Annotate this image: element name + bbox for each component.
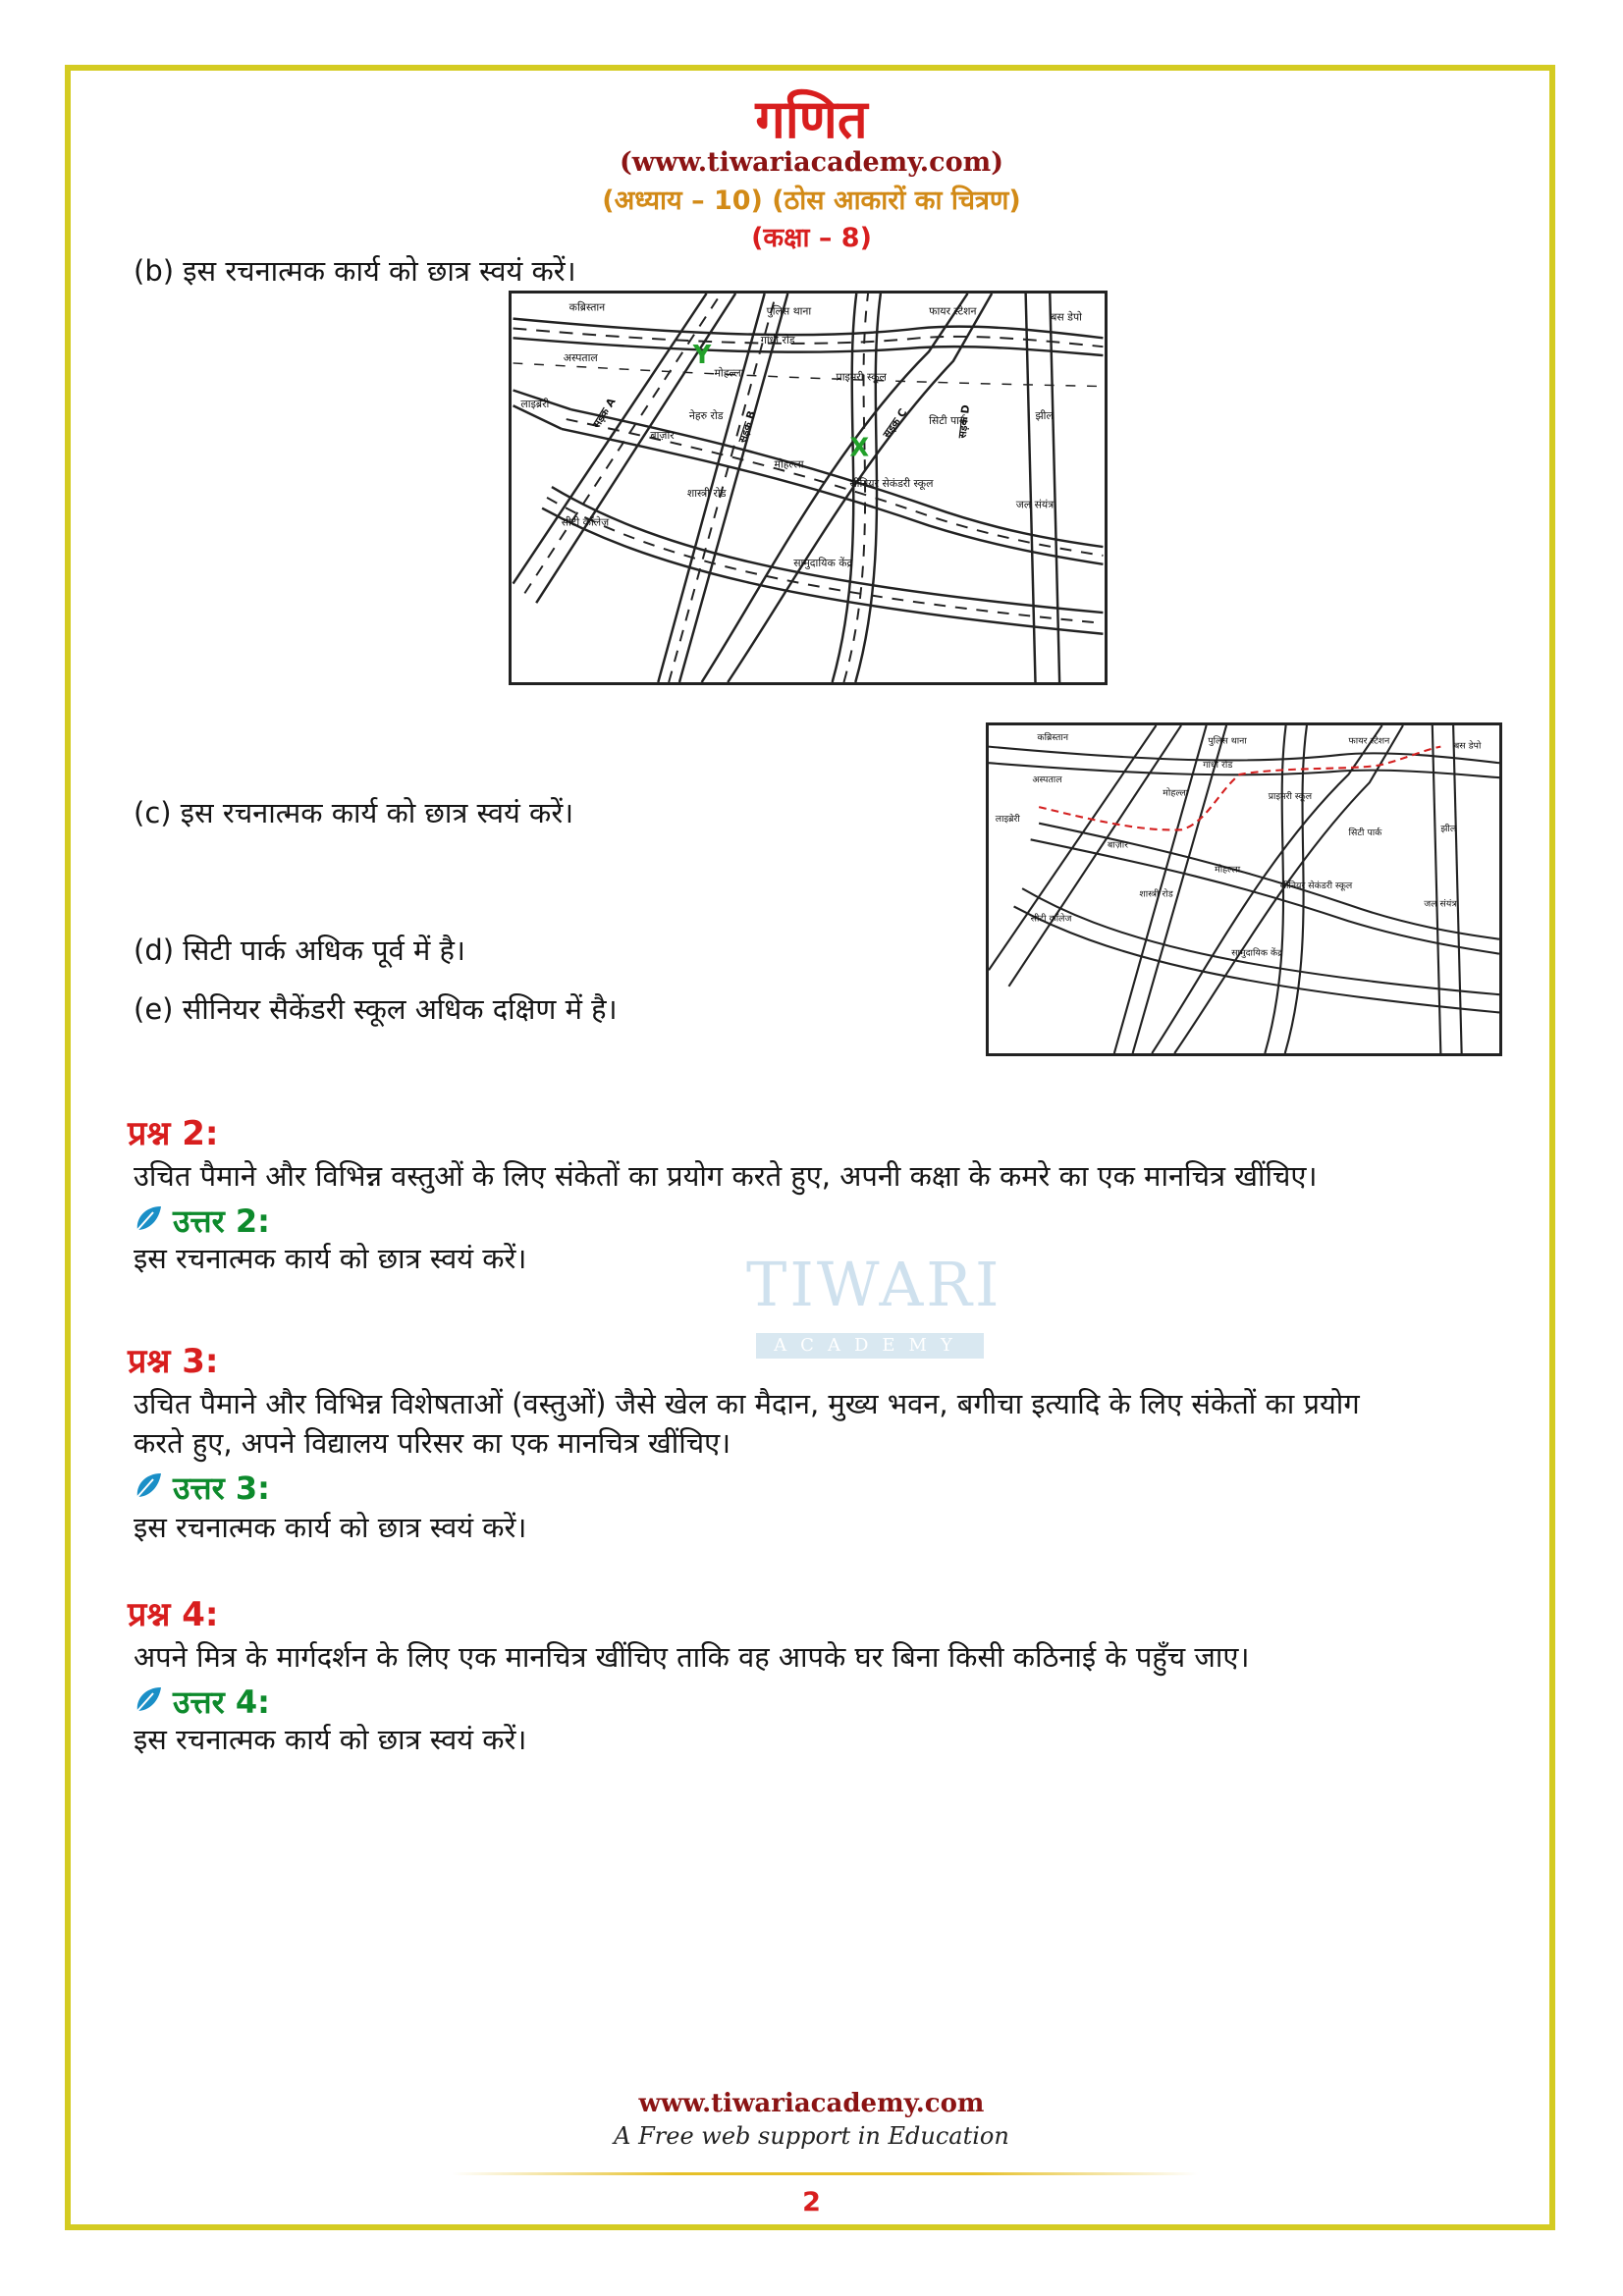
map1-label-mohalla: मोहल्ला: [714, 366, 744, 380]
map2-label-hospital: अस्पताल: [1032, 774, 1062, 786]
answer-b: (b) इस रचनात्मक कार्य को छात्र स्वयं करें।: [134, 254, 576, 288]
map1-label-water: जल संयंत्र: [1015, 498, 1055, 511]
watermark-sub: ACADEMY: [756, 1333, 984, 1359]
map2-label-mohalla2: मोहल्ला: [1215, 864, 1241, 876]
map2-label-shastri: शास्त्री रोड: [1139, 888, 1173, 900]
answer-4-text: इस रचनात्मक कार्य को छात्र स्वयं करें।: [134, 1723, 527, 1756]
map-1: [509, 291, 1108, 685]
answer-3-heading: उत्तर 3:: [173, 1469, 270, 1507]
map1-label-senior: सीनियर सेकंडरी स्कूल: [849, 477, 934, 491]
map-1-drawing: [512, 294, 1105, 682]
question-2-text: उचित पैमाने और विभिन्न वस्तुओं के लिए संकेतों का प्रयोग करते हुए, अपनी कक्षा के कमरे का एक मानचित्र खींचिए।: [134, 1159, 1318, 1193]
answer-2-heading: उत्तर 2:: [173, 1202, 270, 1240]
map1-label-community: सामुदायिक केंद्र: [793, 556, 853, 569]
map2-label-kabristan: कब्रिस्तान: [1037, 732, 1069, 743]
question-4-heading: प्रश्न 4:: [128, 1595, 219, 1634]
leaf-icon: [134, 1202, 163, 1240]
map1-label-road-b: सड़क B: [735, 408, 759, 445]
map1-label-bazaar: बाज़ार: [650, 428, 675, 442]
map1-label-hospital: अस्पताल: [563, 350, 598, 364]
footer-tagline: A Free web support in Education: [614, 2122, 1009, 2150]
map2-label-community: सामुदायिक केंद्र: [1231, 947, 1283, 959]
question-3-text-line2: करते हुए, अपने विद्यालय परिसर का एक मानचित्र खींचिए।: [134, 1426, 731, 1460]
map2-label-library: लाइब्रेरी: [995, 814, 1020, 826]
map1-label-road-c: सड़क C: [880, 405, 910, 441]
question-4-text: अपने मित्र के मार्गदर्शन के लिए एक मानचित्र खींचिए ताकि वह आपके घर बिना किसी कठिनाई के पहुँच जाए।: [134, 1640, 1250, 1674]
map2-label-primary: प्राइमरी स्कूल: [1268, 790, 1313, 802]
answer-2-text: इस रचनात्मक कार्य को छात्र स्वयं करें।: [134, 1242, 527, 1275]
watermark-brand: TIWARI: [746, 1249, 1002, 1320]
map1-label-gandhi: गांधी रोड: [760, 334, 795, 347]
footer-website[interactable]: www.tiwariacademy.com: [638, 2089, 985, 2118]
map1-label-shastri: शास्त्री रोड: [686, 486, 727, 500]
map1-label-library: लाइब्रेरी: [520, 398, 550, 411]
leaf-icon: [134, 1469, 163, 1507]
marker-y: Y: [692, 340, 712, 370]
answer-3-heading-row: [134, 1467, 270, 1509]
page-number: 2: [802, 2187, 821, 2217]
map2-label-senior: सीनियर सेकंडरी स्कूल: [1279, 881, 1353, 892]
map2-label-police: पुलिस थाना: [1208, 735, 1247, 747]
map2-label-gandhi: गांधी रोड: [1203, 760, 1233, 772]
map2-label-fire: फायर स्टेशन: [1348, 735, 1390, 747]
map1-label-road-a: सड़क A: [589, 396, 619, 431]
answer-4-heading: उत्तर 4:: [173, 1683, 270, 1721]
map1-label-lake: झील: [1035, 409, 1054, 423]
map-2: [986, 722, 1502, 1056]
answer-4-heading-row: [134, 1681, 270, 1723]
map1-label-primary: प्राइमरी स्कूल: [836, 370, 887, 384]
question-2-heading: प्रश्न 2:: [128, 1114, 219, 1153]
map2-label-water: जल संयंत्र: [1424, 898, 1457, 910]
map1-label-fire: फायर स्टेशन: [929, 304, 977, 318]
map2-label-bus: बस डेपो: [1453, 740, 1482, 752]
map1-label-mohalla2: मोहल्ला: [774, 457, 804, 471]
map1-label-citypark: सिटी पार्क: [929, 413, 968, 427]
marker-x: X: [849, 433, 870, 463]
answer-3-text: इस रचनात्मक कार्य को छात्र स्वयं करें।: [134, 1511, 527, 1544]
map1-label-nehru: नेहरु रोड: [688, 409, 724, 423]
map2-label-college: सीटी कॉलेज: [1030, 913, 1072, 925]
question-3-heading: प्रश्न 3:: [128, 1342, 219, 1381]
header-website: (www.tiwariacademy.com): [620, 147, 1003, 178]
map2-label-mohalla: मोहल्ला: [1163, 787, 1189, 799]
class-label: (कक्षा – 8): [751, 223, 872, 253]
map1-label-kabristan: कब्रिस्तान: [568, 300, 606, 314]
map1-label-police: पुलिस थाना: [766, 304, 812, 318]
answer-c: (c) इस रचनात्मक कार्य को छात्र स्वयं करें।: [134, 796, 574, 829]
map2-label-lake: झील: [1440, 824, 1457, 834]
question-3-text-line1: उचित पैमाने और विभिन्न विशेषताओं (वस्तुओं) जैसे खेल का मैदान, मुख्य भवन, बगीचा इत्यादि के लिए संकेतों का प्रयोग: [134, 1387, 1360, 1420]
subject-title: गणित: [755, 88, 868, 150]
map1-label-bus: बस डेपो: [1051, 310, 1082, 324]
map-2-drawing: [989, 725, 1499, 1053]
answer-d: (d) सिटी पार्क अधिक पूर्व में है।: [134, 934, 465, 967]
map2-label-citypark: सिटी पार्क: [1348, 828, 1382, 839]
leaf-icon: [134, 1683, 163, 1721]
footer-divider: [452, 2172, 1198, 2175]
map1-label-road-d: सड़क D: [955, 403, 973, 440]
chapter-title: (अध्याय – 10) (ठोस आकारों का चित्रण): [602, 186, 1021, 216]
answer-2-heading-row: [134, 1200, 270, 1242]
route-line: [1039, 747, 1440, 830]
map1-label-college: सीटी कॉलेज: [561, 515, 610, 529]
map2-label-bazaar: बाज़ार: [1108, 839, 1129, 851]
answer-e: (e) सीनियर सैकेंडरी स्कूल अधिक दक्षिण में है।: [134, 992, 618, 1026]
